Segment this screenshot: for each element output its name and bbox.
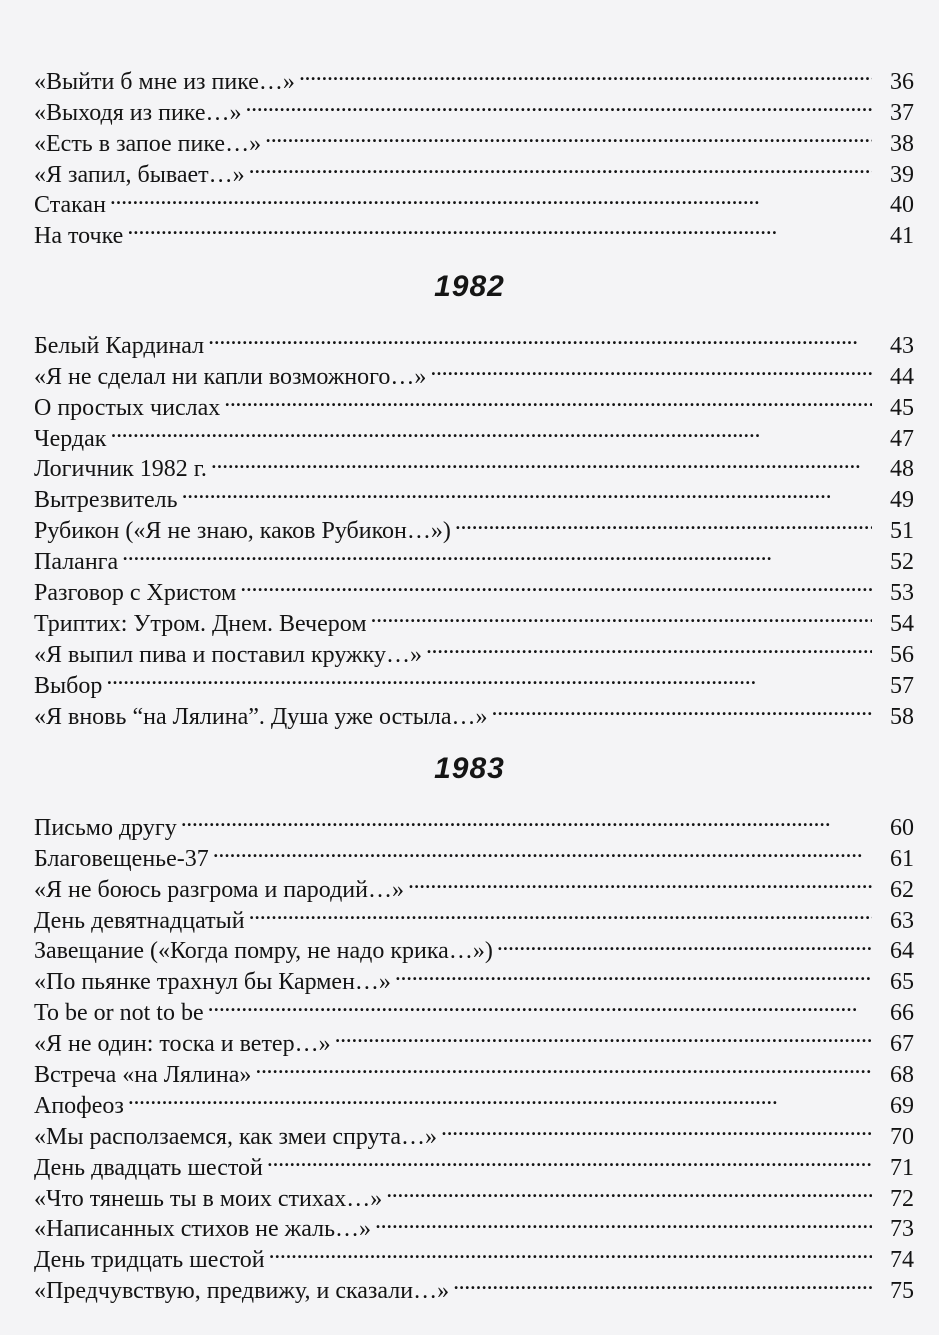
leader-dots — [249, 897, 872, 928]
toc-entry-page: 66 — [890, 1000, 914, 1027]
leader-dots — [299, 58, 872, 89]
leader-dots — [181, 804, 872, 835]
leader-dots — [335, 1020, 872, 1051]
leader-dots — [246, 89, 872, 120]
toc-entry-page: 37 — [890, 99, 914, 126]
toc-entry-title: Белый Кардинал — [34, 332, 205, 359]
toc-entry-page: 53 — [890, 580, 914, 607]
toc-entry-page: 60 — [890, 814, 914, 841]
toc-entry-page: 43 — [890, 332, 914, 359]
toc-entry-page: 52 — [890, 549, 914, 576]
leader-dots — [122, 538, 872, 569]
toc-entry-page: 65 — [890, 969, 914, 996]
toc-entry-page: 49 — [890, 487, 914, 514]
toc-entry-page: 41 — [890, 223, 914, 250]
toc-entry-title: «Есть в запое пике…» — [34, 130, 262, 157]
leader-dots — [441, 1113, 872, 1144]
leader-dots — [208, 322, 872, 353]
toc-entry-title: Чердак — [34, 425, 107, 452]
leader-dots — [386, 1175, 872, 1206]
toc-entry — [34, 538, 914, 576]
toc-entry-page: 72 — [890, 1185, 914, 1212]
leader-dots — [430, 353, 872, 384]
toc-entry — [34, 182, 914, 219]
leader-dots — [265, 120, 872, 151]
toc-entry-page: 68 — [890, 1062, 914, 1089]
leader-dots — [255, 1051, 872, 1082]
toc-entry-title: Триптих: Утром. Днем. Вечером — [34, 610, 367, 637]
toc-entry-title: «Мы расползаемся, как змеи спрута…» — [34, 1123, 437, 1150]
toc-entry-page: 47 — [890, 425, 914, 452]
toc-entry-title: Апофеоз — [34, 1092, 124, 1119]
toc-entry — [34, 58, 914, 95]
leader-dots — [110, 182, 872, 213]
toc-entry-page: 74 — [890, 1247, 914, 1274]
toc-entry-title: Встреча «на Лялина» — [34, 1062, 252, 1089]
toc-entry-page: 71 — [890, 1154, 914, 1181]
leader-dots — [182, 476, 872, 507]
toc-entry-title: «Я вновь “на Лялина”. Душа уже остыла…» — [34, 703, 488, 730]
leader-dots — [408, 866, 872, 897]
toc-entry-page: 54 — [890, 610, 914, 637]
toc-entry-title: «Я не боюсь разгрома и пародий…» — [34, 876, 404, 903]
toc-entry-title: «Предчувствую, предвижу, и сказали…» — [34, 1278, 450, 1305]
leader-dots — [455, 507, 872, 538]
toc-entry-title: «Что тянешь ты в моих стихах…» — [34, 1185, 383, 1212]
toc-entry-title: Завещание («Когда помру, не надо крика…») — [34, 938, 493, 965]
leader-dots — [492, 693, 873, 724]
toc-entry-title: Логичник 1982 г. — [34, 456, 207, 483]
toc-entry-title: Стакан — [34, 192, 106, 219]
toc-entry-title: День девятнадцатый — [34, 907, 245, 934]
toc-entry-page: 75 — [890, 1278, 914, 1305]
toc-entry-page: 36 — [890, 68, 914, 95]
leader-dots — [375, 1206, 872, 1237]
leader-dots — [127, 212, 872, 243]
toc-entry-page: 67 — [890, 1031, 914, 1058]
toc-entry-page: 45 — [890, 394, 914, 421]
toc-entry-page: 70 — [890, 1123, 914, 1150]
toc-entry-title: Письмо другу — [34, 814, 177, 841]
toc-entry-page: 51 — [890, 518, 914, 545]
toc-entry-title: О простых числах — [34, 394, 221, 421]
toc-entry-title: «Я не один: тоска и ветер…» — [34, 1031, 331, 1058]
toc-entry-page: 38 — [890, 130, 914, 157]
leader-dots — [213, 835, 872, 866]
toc-entry-title: Разговор с Христом — [34, 580, 237, 607]
toc-entry — [34, 446, 914, 483]
toc-entry-page: 63 — [890, 907, 914, 934]
leader-dots — [497, 928, 872, 959]
toc-entry-title: Выбор — [34, 672, 103, 699]
toc-entry-page: 62 — [890, 876, 914, 903]
toc-entry-title: День тридцать шестой — [34, 1247, 265, 1274]
toc-entry-title: Благовещенье-37 — [34, 845, 209, 872]
toc-entry-title: Вытрезвитель — [34, 487, 178, 514]
toc-entry-title: Паланга — [34, 549, 119, 576]
toc-entry-page: 64 — [890, 938, 914, 965]
leader-dots — [395, 958, 872, 989]
year-heading-1982: 1982 — [434, 270, 505, 303]
toc-entry-title: Рубикон («Я не знаю, каков Рубикон…») — [34, 518, 451, 545]
leader-dots — [128, 1082, 872, 1113]
leader-dots — [110, 415, 872, 446]
toc-entry-page: 58 — [890, 703, 914, 730]
toc-entry-page: 56 — [890, 641, 914, 668]
toc-entry-title: «Я выпил пива и поставил кружку…» — [34, 641, 422, 668]
toc-entry-title: На точке — [34, 223, 124, 250]
year-heading-1983: 1983 — [434, 752, 505, 785]
toc-entry-page: 48 — [890, 456, 914, 483]
leader-dots — [426, 631, 872, 662]
toc-entry-page: 69 — [890, 1092, 914, 1119]
toc-section-1982 — [34, 322, 914, 730]
leader-dots — [267, 1144, 872, 1175]
toc-entry-page: 44 — [890, 363, 914, 390]
leader-dots — [453, 1267, 872, 1298]
toc-entry — [34, 804, 914, 841]
toc-entry-title: «По пьянке трахнул бы Кармен…» — [34, 969, 391, 996]
toc-entry — [34, 662, 914, 699]
leader-dots — [211, 446, 872, 477]
leader-dots — [106, 662, 872, 693]
toc-entry-page: 73 — [890, 1216, 914, 1243]
leader-dots — [208, 989, 872, 1020]
toc-entry — [34, 1113, 914, 1150]
toc-entry-title: «Написанных стихов не жаль…» — [34, 1216, 372, 1243]
toc-entry — [34, 1082, 914, 1119]
toc-entry-page: 57 — [890, 672, 914, 699]
leader-dots — [249, 151, 872, 182]
toc-entry — [34, 569, 914, 607]
toc-entry-page: 61 — [890, 845, 914, 872]
toc-section-1983 — [34, 804, 914, 1305]
leader-dots — [224, 384, 872, 415]
toc-entry-title: To be or not to be — [34, 1000, 204, 1027]
leader-dots — [240, 569, 872, 600]
toc-entry — [34, 415, 914, 452]
toc-entry-title: «Выходя из пике…» — [34, 99, 242, 126]
leader-dots — [371, 600, 872, 631]
toc-entry-page: 40 — [890, 192, 914, 219]
toc-entry — [34, 693, 914, 730]
toc-entry — [34, 212, 914, 250]
toc-entry — [34, 322, 914, 359]
toc-entry-page: 39 — [890, 161, 914, 188]
leader-dots — [269, 1236, 872, 1267]
toc-entry-title: «Я запил, бывает…» — [34, 161, 245, 188]
toc-entry-title: «Я не сделал ни капли возможного…» — [34, 363, 427, 390]
toc-entry-title: «Выйти б мне из пике…» — [34, 68, 295, 95]
toc-section-continued — [34, 58, 914, 250]
toc-entry-title: День двадцать шестой — [34, 1154, 263, 1181]
